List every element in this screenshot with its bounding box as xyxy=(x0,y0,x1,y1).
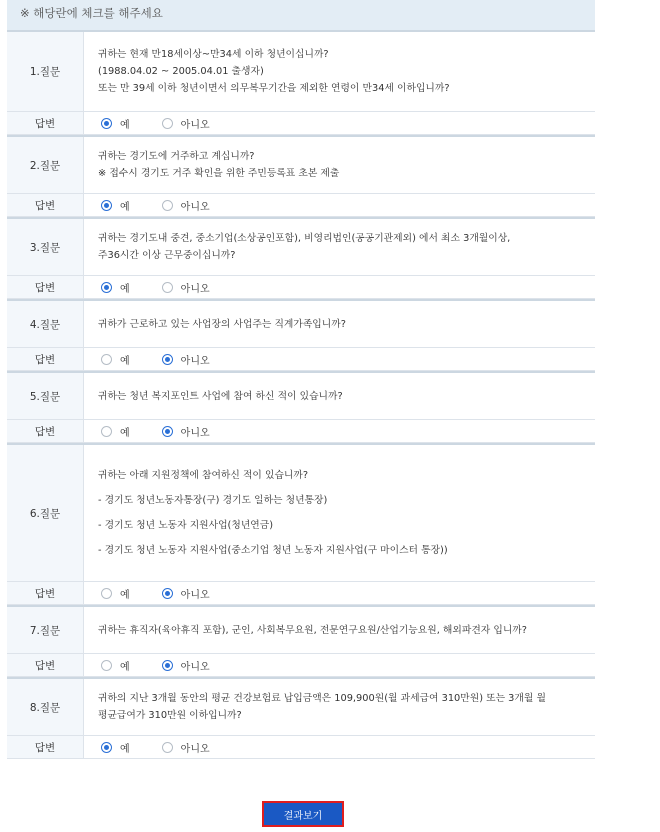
option-yes-label: 예 xyxy=(120,201,130,213)
option-yes-label: 예 xyxy=(120,283,130,295)
radio-no[interactable] xyxy=(162,742,173,753)
option-yes[interactable] xyxy=(101,198,130,213)
option-no-label: 아니오 xyxy=(180,201,210,213)
question-text xyxy=(84,607,595,653)
answer-label: 답변 xyxy=(7,276,84,298)
question-row-3 xyxy=(7,217,595,275)
option-no[interactable] xyxy=(162,198,210,213)
question-label: 2.질문 xyxy=(7,137,84,193)
question-label: 8.질문 xyxy=(7,679,84,735)
option-no-label: 아니오 xyxy=(180,661,210,673)
option-yes-label: 예 xyxy=(120,355,130,367)
question-line: - 경기도 청년 노동자 지원사업(청년연금) xyxy=(98,520,274,531)
question-row-8 xyxy=(7,677,595,735)
radio-yes[interactable] xyxy=(101,660,112,671)
answer-label: 답변 xyxy=(7,194,84,216)
question-label: 1.질문 xyxy=(7,32,84,111)
radio-no[interactable] xyxy=(162,200,173,211)
option-yes-label: 예 xyxy=(120,589,130,601)
answer-label: 답변 xyxy=(7,420,84,442)
radio-no[interactable] xyxy=(162,118,173,129)
option-no-label: 아니오 xyxy=(180,427,210,439)
answer-options xyxy=(84,348,595,370)
question-label: 7.질문 xyxy=(7,607,84,653)
radio-no[interactable] xyxy=(162,588,173,599)
option-yes-label: 예 xyxy=(120,427,130,439)
answer-row-5 xyxy=(7,419,595,443)
answer-row-4 xyxy=(7,347,595,371)
answer-options xyxy=(84,112,595,134)
radio-no[interactable] xyxy=(162,660,173,671)
option-no[interactable] xyxy=(162,280,210,295)
answer-options xyxy=(84,736,595,758)
option-no-label: 아니오 xyxy=(180,119,210,131)
answer-options xyxy=(84,654,595,676)
question-line: 귀하는 경기도내 중견, 중소기업(소상공인포함), 비영리법인(공공기관제외) 에서 최소 3개월이상, xyxy=(98,233,511,244)
radio-yes[interactable] xyxy=(101,200,112,211)
answer-row-3 xyxy=(7,275,595,299)
answer-label: 답변 xyxy=(7,348,84,370)
option-no-label: 아니오 xyxy=(180,355,210,367)
eligibility-survey xyxy=(7,30,595,759)
question-row-1 xyxy=(7,30,595,111)
answer-options xyxy=(84,194,595,216)
result-button-wrap xyxy=(262,801,344,827)
option-no-label: 아니오 xyxy=(180,589,210,601)
question-line: 귀하는 청년 복지포인트 사업에 참여 하신 적이 있습니까? xyxy=(98,390,343,402)
option-yes[interactable] xyxy=(101,658,130,673)
option-yes[interactable] xyxy=(101,586,130,601)
radio-no[interactable] xyxy=(162,282,173,293)
option-yes-label: 예 xyxy=(120,661,130,673)
question-line: 귀하는 휴직자(육아휴직 포함), 군인, 사회복무요원, 전문연구요원/산업기능요원, 해외파견자 입니까? xyxy=(98,624,527,636)
answer-label: 답변 xyxy=(7,736,84,758)
answer-row-1 xyxy=(7,111,595,135)
question-label: 6.질문 xyxy=(7,445,84,581)
question-line: - 경기도 청년노동자통장(구) 경기도 일하는 청년통장) xyxy=(98,495,328,506)
question-row-7 xyxy=(7,605,595,653)
answer-row-6 xyxy=(7,581,595,605)
option-no[interactable] xyxy=(162,658,210,673)
radio-yes[interactable] xyxy=(101,742,112,753)
question-line: (1988.04.02 ~ 2005.04.01 출생자) xyxy=(98,66,264,77)
question-row-5 xyxy=(7,371,595,419)
radio-yes[interactable] xyxy=(101,282,112,293)
radio-no[interactable] xyxy=(162,426,173,437)
answer-options xyxy=(84,420,595,442)
question-line: 귀하의 지난 3개월 동안의 평균 건강보험료 납입금액은 109,900원(월 과세급여 310만원) 또는 3개월 월 xyxy=(98,693,546,704)
answer-row-2 xyxy=(7,193,595,217)
radio-yes[interactable] xyxy=(101,118,112,129)
option-yes[interactable] xyxy=(101,740,130,755)
notice-bar: ※ 해당란에 체크를 해주세요 xyxy=(7,0,595,30)
option-no[interactable] xyxy=(162,424,210,439)
answer-label: 답변 xyxy=(7,654,84,676)
question-text xyxy=(84,679,595,735)
option-yes-label: 예 xyxy=(120,743,130,755)
option-no[interactable] xyxy=(162,740,210,755)
option-yes[interactable] xyxy=(101,280,130,295)
answer-label: 답변 xyxy=(7,112,84,134)
option-yes[interactable] xyxy=(101,116,130,131)
answer-options xyxy=(84,582,595,604)
question-label: 5.질문 xyxy=(7,373,84,419)
question-line: 또는 만 39세 이하 청년이면서 의무복무기간을 제외한 연령이 만34세 이하입니까? xyxy=(98,83,450,94)
question-text xyxy=(84,219,595,275)
question-row-2 xyxy=(7,135,595,193)
question-line: 귀하는 경기도에 거주하고 계십니까? xyxy=(98,151,255,162)
radio-no[interactable] xyxy=(162,354,173,365)
question-row-4 xyxy=(7,299,595,347)
question-line: 귀하가 근로하고 있는 사업장의 사업주는 직계가족입니까? xyxy=(98,318,346,330)
question-text xyxy=(84,301,595,347)
option-yes[interactable] xyxy=(101,352,130,367)
radio-yes[interactable] xyxy=(101,588,112,599)
result-button[interactable]: 결과보기 xyxy=(262,801,344,827)
option-no-label: 아니오 xyxy=(180,283,210,295)
radio-yes[interactable] xyxy=(101,354,112,365)
option-no-label: 아니오 xyxy=(180,743,210,755)
question-text xyxy=(84,373,595,419)
question-text xyxy=(84,137,595,193)
question-line: 주36시간 이상 근무중이십니까? xyxy=(98,250,236,261)
radio-yes[interactable] xyxy=(101,426,112,437)
question-text xyxy=(84,445,595,581)
answer-options xyxy=(84,276,595,298)
option-no[interactable] xyxy=(162,586,210,601)
option-no[interactable] xyxy=(162,116,210,131)
answer-label: 답변 xyxy=(7,582,84,604)
question-line: 귀하는 현재 만18세이상~만34세 이하 청년이십니까? xyxy=(98,49,329,60)
question-row-6 xyxy=(7,443,595,581)
question-label: 3.질문 xyxy=(7,219,84,275)
question-label: 4.질문 xyxy=(7,301,84,347)
option-yes[interactable] xyxy=(101,424,130,439)
question-line: 귀하는 아래 지원정책에 참여하신 적이 있습니까? xyxy=(98,470,309,481)
answer-row-7 xyxy=(7,653,595,677)
option-yes-label: 예 xyxy=(120,119,130,131)
question-text xyxy=(84,32,595,111)
question-line: - 경기도 청년 노동자 지원사업(중소기업 청년 노동자 지원사업(구 마이스터 통장)) xyxy=(98,545,448,556)
question-line: ※ 접수시 경기도 거주 확인을 위한 주민등록표 초본 제출 xyxy=(98,168,340,179)
option-no[interactable] xyxy=(162,352,210,367)
question-line: 평균급여가 310만원 이하입니까? xyxy=(98,710,242,721)
answer-row-8 xyxy=(7,735,595,759)
